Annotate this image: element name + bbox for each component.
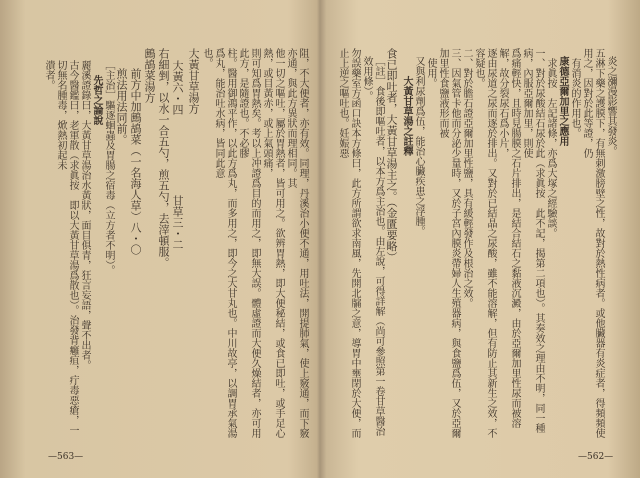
text-column: 古今醫鑑曰，老軍散（求眞按 即以大黃甘草湯爲散也）。治發背癰疽，疔毒惡瘡，一切無名腫毒，焮熱初起未 xyxy=(55,60,78,435)
page-number: —562— xyxy=(578,452,614,462)
text-column: 勿誤藥室方函口訣本方條曰，此方所謂欲求南風，先開北牖之意，導胃中壅閉於大便，而止上逆之嘔吐也。妊娠惡 xyxy=(337,48,360,438)
text-column: 逐由尿道之尿而逐於排出。又對於已結晶之尿酸，雖不能溶解，但有防止其新生之效，不容疑也。 xyxy=(473,48,496,438)
formula-ingredients xyxy=(170,48,184,440)
text-column: 五淋下藥之護膜下，有無刺激膀壁之性，故對於熱性病者。或他臟器有炎症者，得頻頻使用之，因對於此等證，仍 xyxy=(581,48,604,438)
text-column: 求眞按 左記諸條，亦爲大塚之經驗談。 xyxy=(545,58,556,238)
section-heading: 康德亞爾加里之應用 xyxy=(557,56,568,146)
left-page-text xyxy=(42,48,308,440)
section-heading: 先哲之論說 xyxy=(91,75,102,125)
text-column: 他一切之嘔吐，屬於胃熱者，皆可用之。欲辨胃熱，即大便秘結，或食已即吐，或手足心熱，或目黃赤，或上氣頭痛， xyxy=(261,48,284,438)
formula-ingredient: 甘草三・二 xyxy=(171,195,184,250)
text-column: ［主治］驅逐蛔蟲及胃腸之宿毒（立方者不明）。 xyxy=(103,60,114,275)
text-column: 也。 xyxy=(201,48,212,68)
text-column: 右細剉，以水一合五勺，煎五勺，去滓頓服。 xyxy=(157,48,170,268)
text-column: 有消炎的作用也。 xyxy=(569,58,580,138)
text-column: 爲痛輕快，且時見腸膜之石片排出，是結合結石之黏液沉澱，由於亞爾加里性尿而被溶解，故分裂尿石爲小片， xyxy=(497,48,520,428)
text-column: 二、對於膽石證亞爾加里性鹽，具有緩輕發作及根治之效。 xyxy=(461,48,472,308)
text-column: ［註］食後即嘔吐者，以本方爲主治也。由左說，可得詳解（尚可參照第一卷甘草醫治效用條）。 xyxy=(361,56,384,436)
text-column: 使用。 xyxy=(425,58,436,88)
page-number: —563— xyxy=(48,452,84,462)
formula-ingredient: 大黃六・四 xyxy=(171,60,184,115)
text-column: 三、因氣管卡他而分泌少量時，又於子宮內膜炎帶婦人生殖器病，與食鹽爲伍，又於亞爾加里性食鹽液形而被 xyxy=(437,48,460,438)
formula-title: 大黃甘草湯方 xyxy=(187,48,200,114)
text-column: 又與利尿劑爲伍，能治心臟疾患之浮腫。 xyxy=(413,56,424,236)
text-column: 潰者。 xyxy=(43,60,54,90)
text-column: 炎之瀰漫影響其發炎。 xyxy=(605,56,616,156)
text-column: 一、對於尿酸結石尿於此（求眞按 此不記，揭第二項也）。其奏效之理由不明，同一種病，內服亞爾加里，則使 xyxy=(521,48,544,433)
right-page-text xyxy=(336,48,616,440)
classic-quote: 食已即吐者，大黃甘草湯主之。（金匱要略） xyxy=(385,48,398,263)
formula-title: 鷓鴣菜湯方 xyxy=(143,48,156,103)
section-heading: 大黃甘草湯之註釋 xyxy=(401,76,412,156)
formula-ingredient: 前方中加鷓鴣菜（一名海人草）八・〇 xyxy=(129,68,142,255)
text-column: 柱。醫用御鴻平作，以此方爲丸，而多用之，即今之大甘丸也。中川故亭，以調胃承氣湯爲丸，能治吐水病，皆同此意 xyxy=(213,48,236,438)
text-column: 麗溪證錄曰，大黃甘草湯治水黃狀，面目俱青，狂言妄語，聲不出者。 xyxy=(79,60,90,370)
text-column: 則可知爲胃熱矣。考以上冲證爲目的而用之，即無大誤。體虛證而大便久燥結者，亦可用此方，是隨證也。不必膠 xyxy=(237,48,260,438)
text-column: 阻，不大便者，亦有效。同理，丹溪治小便不通，用吐法，開提肺氣，使上竅通，而下竅亦通，與此方異狀而理相同。其 xyxy=(285,48,308,438)
text-column: 煎法用法同前。 xyxy=(115,68,128,145)
